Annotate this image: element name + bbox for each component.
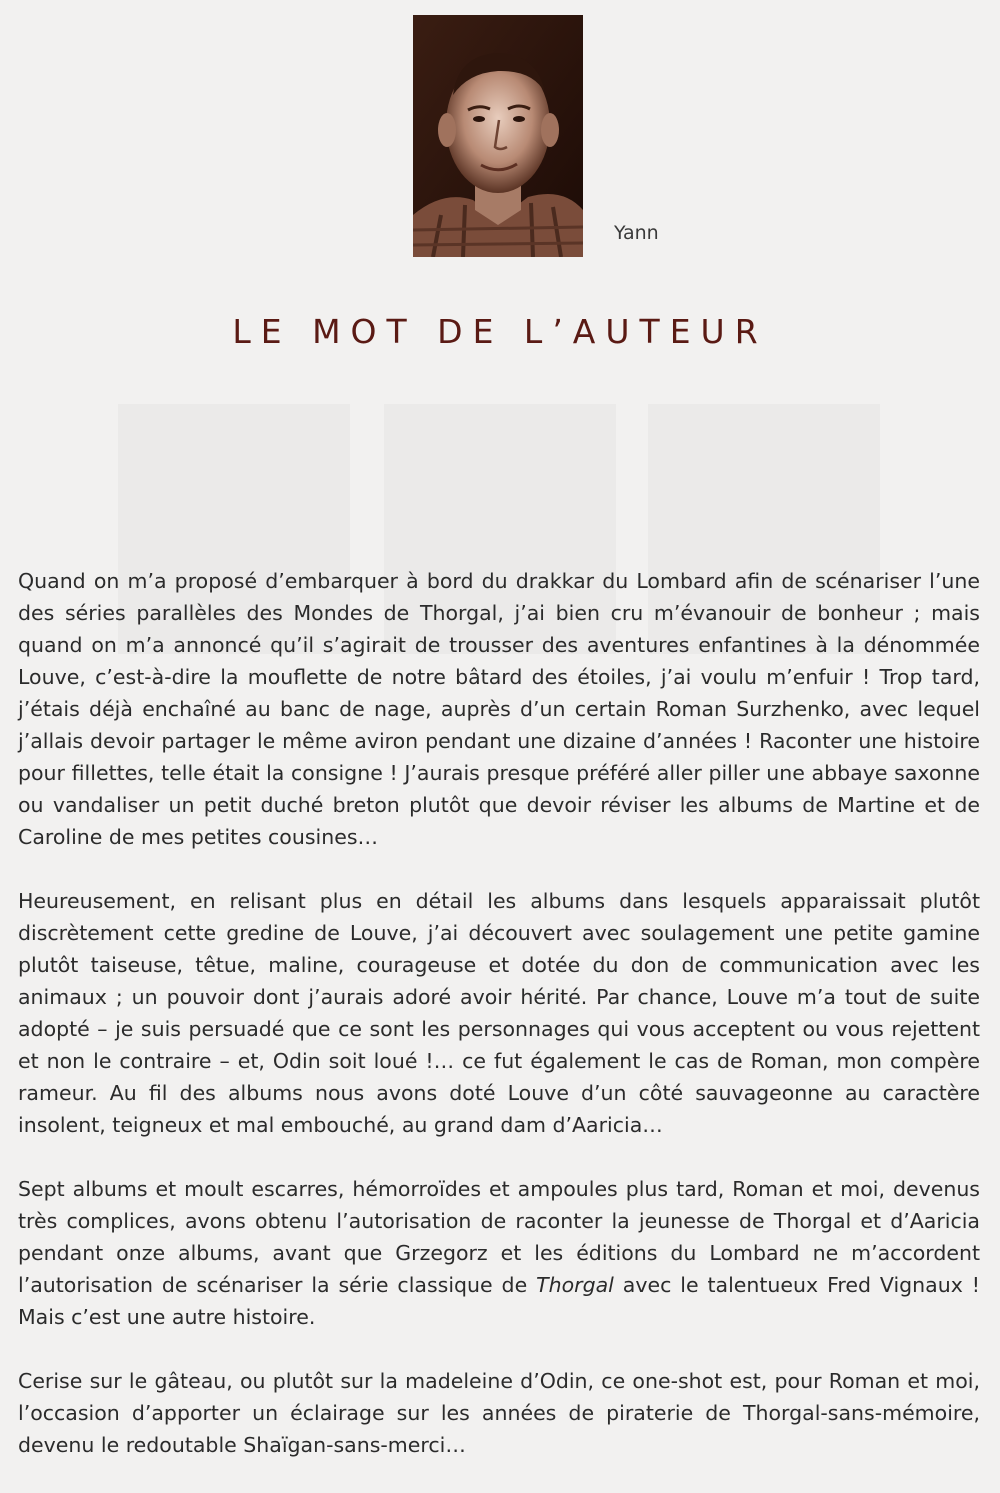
author-portrait: [413, 15, 583, 257]
author-portrait-icon: [413, 15, 583, 257]
paragraph: Cerise sur le gâteau, ou plutôt sur la madeleine d’Odin, ce one-shot est, pour Roman et moi, l’occasion d’apporter un éclairage sur les années de piraterie de Thorgal-sans-mémoire, devenu le redoutable Shaïgan-sans-merci…: [18, 1369, 980, 1457]
page-title: LE MOT DE L’AUTEUR: [232, 312, 768, 351]
paragraph: Heureusement, en relisant plus en détail les albums dans lesquels apparaissait plutôt discrètement cette gredine de Louve, j’ai découvert avec soulagement une petite gamine plutôt taiseuse, têtue, maline, courageuse et dotée du don de communication avec les animaux ; un pouvoir dont j’aurais adoré avoir hérité. Par chance, Louve m’a tout de suite adopté – je suis persuadé que ce sont les personnages qui vous acceptent ou vous rejettent et non le contraire – et, Odin soit loué !… ce fut également le cas de Roman, mon compère rameur. Au fil des albums nous avons doté Louve d’un côté sauvageonne au caractère insolent, teigneux et mal embouché, au grand dam d’Aaricia…: [18, 889, 980, 1137]
paragraph: [18, 1173, 980, 1333]
paragraph-text: Sept albums et moult escarres, hémorroïdes et ampoules plus tard, Roman et moi, devenus très complices, avons obtenu l’autorisation de raconter la jeunesse de Thorgal et d’Aaricia pendant onze albums, avant que Grzegorz et les éditions du Lombard ne m’accordent l’autorisation de scénariser la série classique de: [18, 1177, 980, 1297]
italic-title: Thorgal: [536, 1273, 614, 1297]
paragraph-text: avec le talentueux Fred Vignaux ! Mais c’est une autre histoire.: [18, 1273, 980, 1329]
paragraph: Quand on m’a proposé d’embarquer à bord du drakkar du Lombard afin de scénariser l’une des séries parallèles des Mondes de Thorgal, j’ai bien cru m’évanouir de bonheur ; mais quand on m’a annoncé qu’il s’agirait de trousser des aventures enfantines à la dénommée Louve, c’est-à-dire la mouflette de notre bâtard des étoiles, j’ai voulu m’enfuir ! Trop tard, j’étais déjà enchaîné au banc de nage, auprès d’un certain Roman Surzhenko, avec lequel j’allais devoir partager le même aviron pendant une dizaine d’années ! Raconter une histoire pour fillettes, telle était la consigne ! J’aurais presque préféré aller piller une abbaye saxonne ou vandaliser un petit duché breton plutôt que devoir réviser les albums de Martine et de Caroline de mes petites cousines…: [18, 569, 980, 849]
portrait-caption: Yann: [614, 222, 659, 244]
article-body: [18, 565, 980, 1493]
